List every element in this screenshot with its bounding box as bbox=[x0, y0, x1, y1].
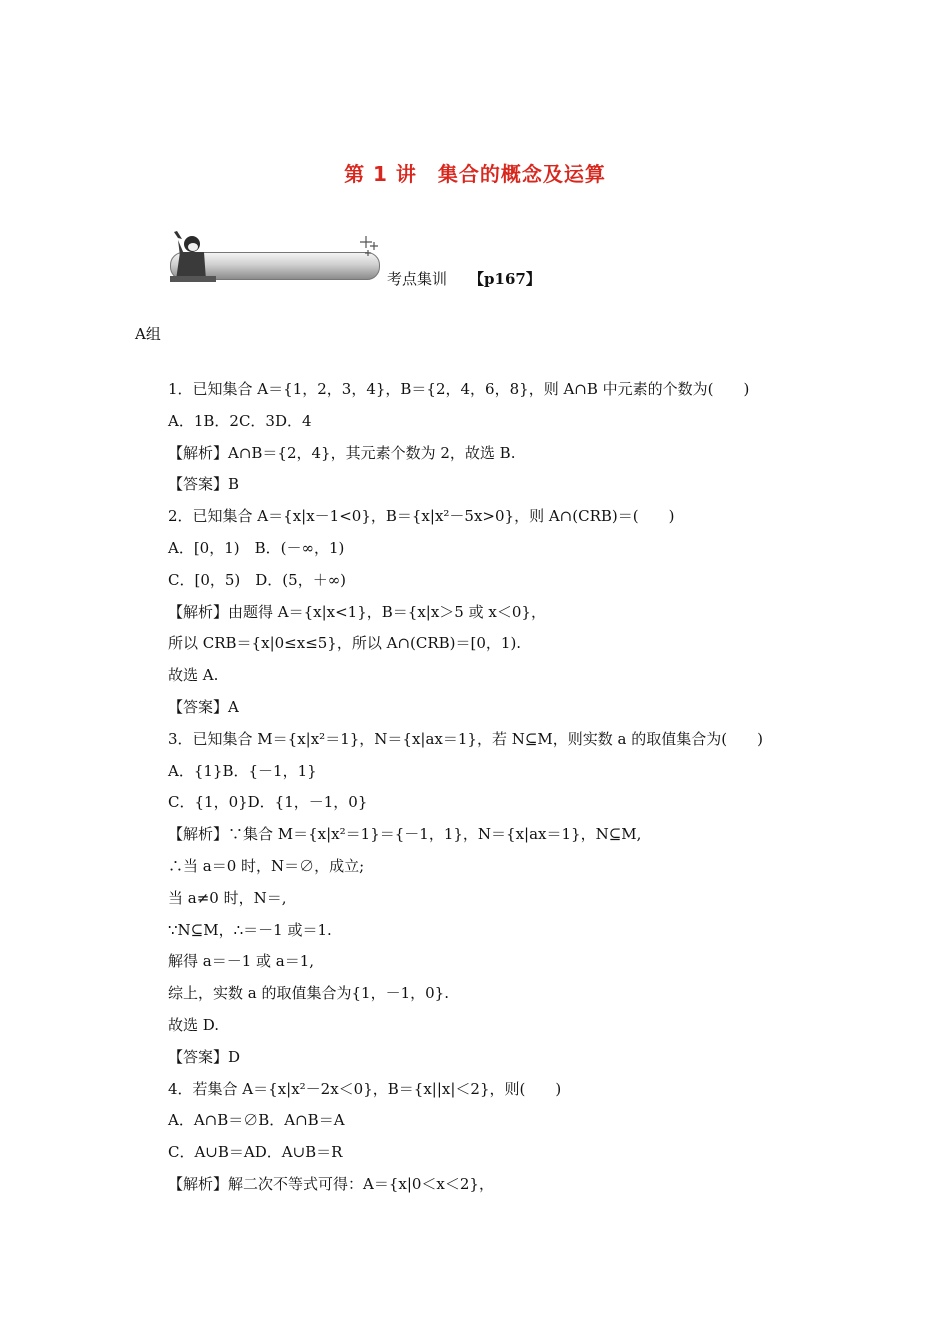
text-line: 2．已知集合 A＝{x|x－1<0}，B＝{x|x²－5x>0}，则 A∩(CRB)＝( ) bbox=[168, 507, 675, 526]
text-line: C．{1，0}D．{1，－1，0} bbox=[168, 793, 368, 812]
text-line: ∵N⊆M，∴＝－1 或＝1. bbox=[168, 920, 332, 939]
text-line: C．[0，5) D．(5，＋∞) bbox=[168, 570, 347, 589]
text-line: A．A∩B＝∅B．A∩B＝A bbox=[168, 1111, 345, 1130]
student-illustration bbox=[166, 230, 386, 290]
text-line: 【答案】B bbox=[168, 475, 240, 494]
text-line: 【解析】∵集合 M＝{x|x²＝1}＝{－1，1}，N＝{x|ax＝1}，N⊆M, bbox=[168, 825, 642, 844]
lesson-title: 第 1 讲 集合的概念及运算 bbox=[344, 162, 606, 186]
text-line: 解得 a＝－1 或 a＝1, bbox=[168, 952, 315, 971]
banner-text bbox=[387, 268, 541, 289]
text-line: 【答案】A bbox=[168, 697, 239, 716]
text-line: 4．若集合 A＝{x|x²－2x＜0}，B＝{x||x|＜2}，则( ) bbox=[168, 1079, 562, 1098]
text-line: 当 a≠0 时，N＝, bbox=[168, 888, 287, 907]
text-line: 【答案】D bbox=[168, 1047, 241, 1066]
page-reference: 【p167】 bbox=[469, 270, 541, 288]
text-line: 3．已知集合 M＝{x|x²＝1}，N＝{x|ax＝1}，若 N⊆M，则实数 a 的取值集合为( ) bbox=[168, 729, 763, 748]
text-line: C．A∪B＝AD．A∪B＝R bbox=[168, 1143, 343, 1162]
sparkle-icon bbox=[360, 236, 378, 256]
text-line: 【解析】A∩B＝{2，4}，其元素个数为 2，故选 B. bbox=[168, 443, 516, 462]
text-line: 故选 A. bbox=[168, 666, 219, 685]
text-line: A．1B．2C．3D．4 bbox=[168, 411, 312, 430]
exercise-content bbox=[168, 374, 808, 1201]
text-line: 【解析】由题得 A＝{x|x<1}，B＝{x|x＞5 或 x＜0}， bbox=[168, 602, 546, 621]
text-line: A．[0，1) B．(－∞，1) bbox=[168, 538, 345, 557]
text-line: 1．已知集合 A＝{1，2，3，4}，B＝{2，4，6，8}，则 A∩B 中元素的个数为( ) bbox=[168, 380, 750, 398]
text-line: 所以 CRB＝{x|0≤x≤5}，所以 A∩(CRB)＝[0，1). bbox=[168, 634, 522, 653]
text-line: 综上，实数 a 的取值集合为{1，－1，0}. bbox=[168, 984, 449, 1003]
text-line: 【解析】解二次不等式可得：A＝{x|0＜x＜2}， bbox=[168, 1174, 494, 1193]
section-banner bbox=[166, 230, 566, 290]
banner-label: 考点集训 bbox=[387, 270, 448, 288]
text-line: 故选 D. bbox=[168, 1015, 220, 1034]
group-label: A组 bbox=[135, 325, 161, 343]
text-line: A．{1}B．{－1，1} bbox=[168, 761, 317, 780]
text-line: ∴当 a＝0 时，N＝∅，成立; bbox=[168, 856, 365, 875]
